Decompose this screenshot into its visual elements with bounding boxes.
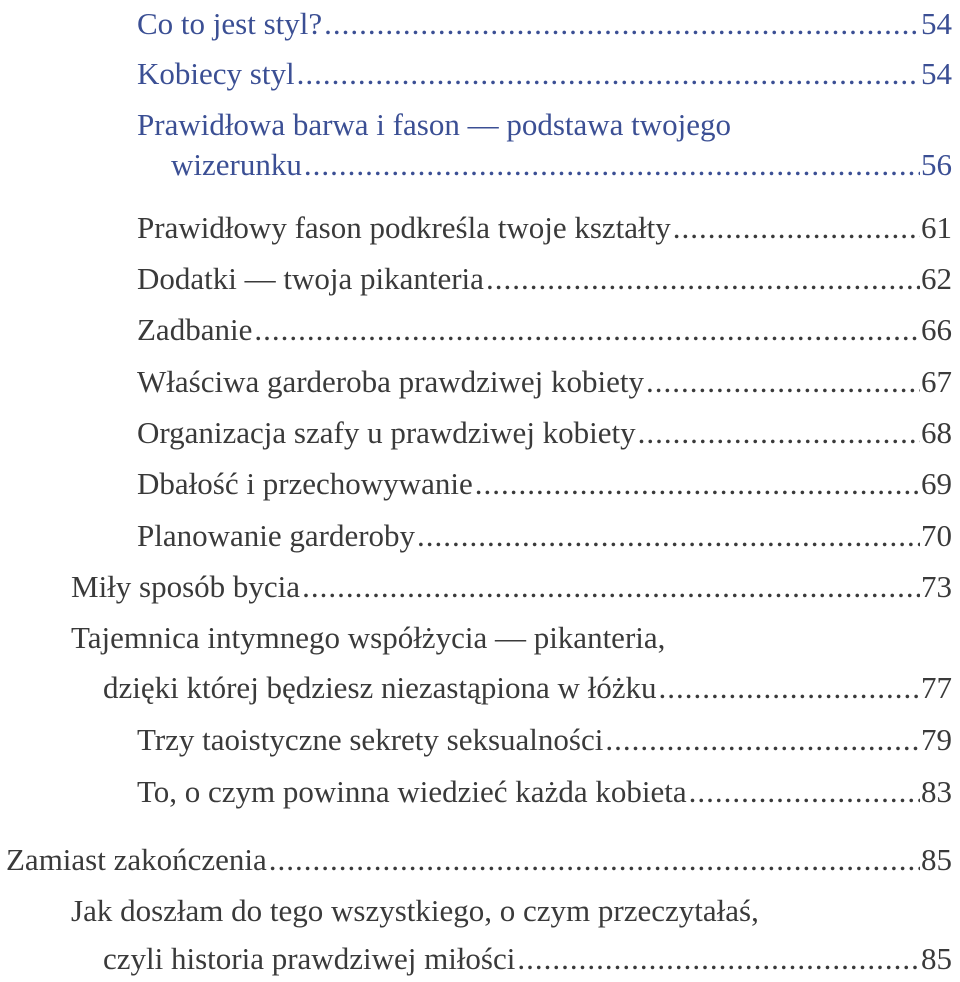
toc-entry-prawidlowa-barwa[interactable] bbox=[137, 105, 952, 185]
toc-entry-mily-sposob-bycia[interactable] bbox=[71, 567, 952, 607]
toc-entry-prawidlowy-fason[interactable] bbox=[137, 208, 952, 248]
toc-entry-title: Zamiast zakończenia bbox=[6, 842, 267, 877]
toc-entry-title: wizerunku bbox=[171, 147, 302, 182]
dot-leader bbox=[638, 413, 920, 453]
toc-entry-title-line1: Jak doszłam do tego wszystkiego, o czym przeczytałaś, bbox=[71, 893, 759, 928]
dot-leader bbox=[486, 259, 920, 299]
toc-entry-page: 54 bbox=[921, 6, 952, 41]
toc-entry-page: 85 bbox=[921, 941, 952, 976]
toc-entry-title: Trzy taoistyczne sekrety seksualności bbox=[137, 722, 604, 757]
toc-entry-page: 54 bbox=[921, 56, 952, 91]
toc-entry-page: 85 bbox=[921, 842, 952, 877]
toc-entry-to-o-czym[interactable] bbox=[137, 772, 952, 812]
dot-leader bbox=[605, 720, 920, 760]
toc-entry-planowanie-garderoby[interactable] bbox=[137, 516, 952, 556]
dot-leader bbox=[517, 939, 920, 979]
toc-entry-title: Planowanie garderoby bbox=[137, 518, 416, 553]
dot-leader bbox=[304, 145, 920, 185]
dot-leader bbox=[302, 567, 920, 607]
toc-entry-title: To, o czym powinna wiedzieć każda kobieta bbox=[137, 774, 687, 809]
toc-entry-title: Dbałość i przechowywanie bbox=[137, 466, 473, 501]
toc-entry-wlasciwa-garderoba[interactable] bbox=[137, 362, 952, 402]
dot-leader bbox=[254, 310, 920, 350]
toc-entry-page: 83 bbox=[921, 774, 952, 809]
toc-entry-organizacja-szafy[interactable] bbox=[137, 413, 952, 453]
toc-entry-title: Kobiecy styl bbox=[137, 56, 295, 91]
toc-entry-title: Prawidłowy fason podkreśla twoje kształty bbox=[137, 210, 671, 245]
toc-entry-page: 62 bbox=[921, 261, 952, 296]
toc-entry-trzy-taoistyczne[interactable] bbox=[137, 720, 952, 760]
toc-entry-page: 68 bbox=[921, 415, 952, 450]
dot-leader bbox=[658, 668, 920, 708]
toc-entry-dodatki[interactable] bbox=[137, 259, 952, 299]
toc-entry-zamiast-zakonczenia[interactable] bbox=[6, 840, 952, 880]
toc-entry-title-line1: Tajemnica intymnego współżycia — pikanteria, bbox=[71, 620, 666, 655]
toc-entry-zadbanie[interactable] bbox=[137, 310, 952, 350]
toc-entry-tajemnica-intymnego[interactable] bbox=[71, 618, 952, 708]
dot-leader bbox=[324, 4, 920, 44]
toc-entry-page: 73 bbox=[921, 569, 952, 604]
toc-entry-title: Dodatki — twoja pikanteria bbox=[137, 261, 484, 296]
dot-leader bbox=[297, 54, 920, 94]
dot-leader bbox=[269, 840, 920, 880]
toc-entry-page: 61 bbox=[921, 210, 952, 245]
dot-leader bbox=[689, 772, 920, 812]
toc-entry-title: Miły sposób bycia bbox=[71, 569, 301, 604]
toc-entry-title: dzięki której będziesz niezastąpiona w łóżku bbox=[103, 670, 657, 705]
toc-entry-title: Co to jest styl? bbox=[137, 6, 323, 41]
toc-entry-page: 70 bbox=[921, 518, 952, 553]
toc-entry-co-to-jest-styl[interactable] bbox=[137, 4, 952, 44]
toc-entry-page: 56 bbox=[921, 147, 952, 182]
toc-entry-page: 67 bbox=[921, 364, 952, 399]
toc-entry-dbalosc[interactable] bbox=[137, 464, 952, 504]
toc-entry-page: 69 bbox=[921, 466, 952, 501]
toc-entry-title: Zadbanie bbox=[137, 312, 253, 347]
dot-leader bbox=[417, 516, 920, 556]
toc-entry-page: 77 bbox=[921, 670, 952, 705]
toc-entry-title: czyli historia prawdziwej miłości bbox=[103, 941, 516, 976]
dot-leader bbox=[475, 464, 920, 504]
dot-leader bbox=[646, 362, 920, 402]
toc-entry-page: 79 bbox=[921, 722, 952, 757]
toc-entry-title: Organizacja szafy u prawdziwej kobiety bbox=[137, 415, 636, 450]
toc-entry-kobiecy-styl[interactable] bbox=[137, 54, 952, 94]
toc-entry-page: 66 bbox=[921, 312, 952, 347]
dot-leader bbox=[673, 208, 920, 248]
toc-entry-title: Właściwa garderoba prawdziwej kobiety bbox=[137, 364, 644, 399]
toc-entry-jak-doszlam[interactable] bbox=[71, 891, 952, 979]
toc-entry-title-line1: Prawidłowa barwa i fason — podstawa twojego bbox=[137, 107, 732, 142]
